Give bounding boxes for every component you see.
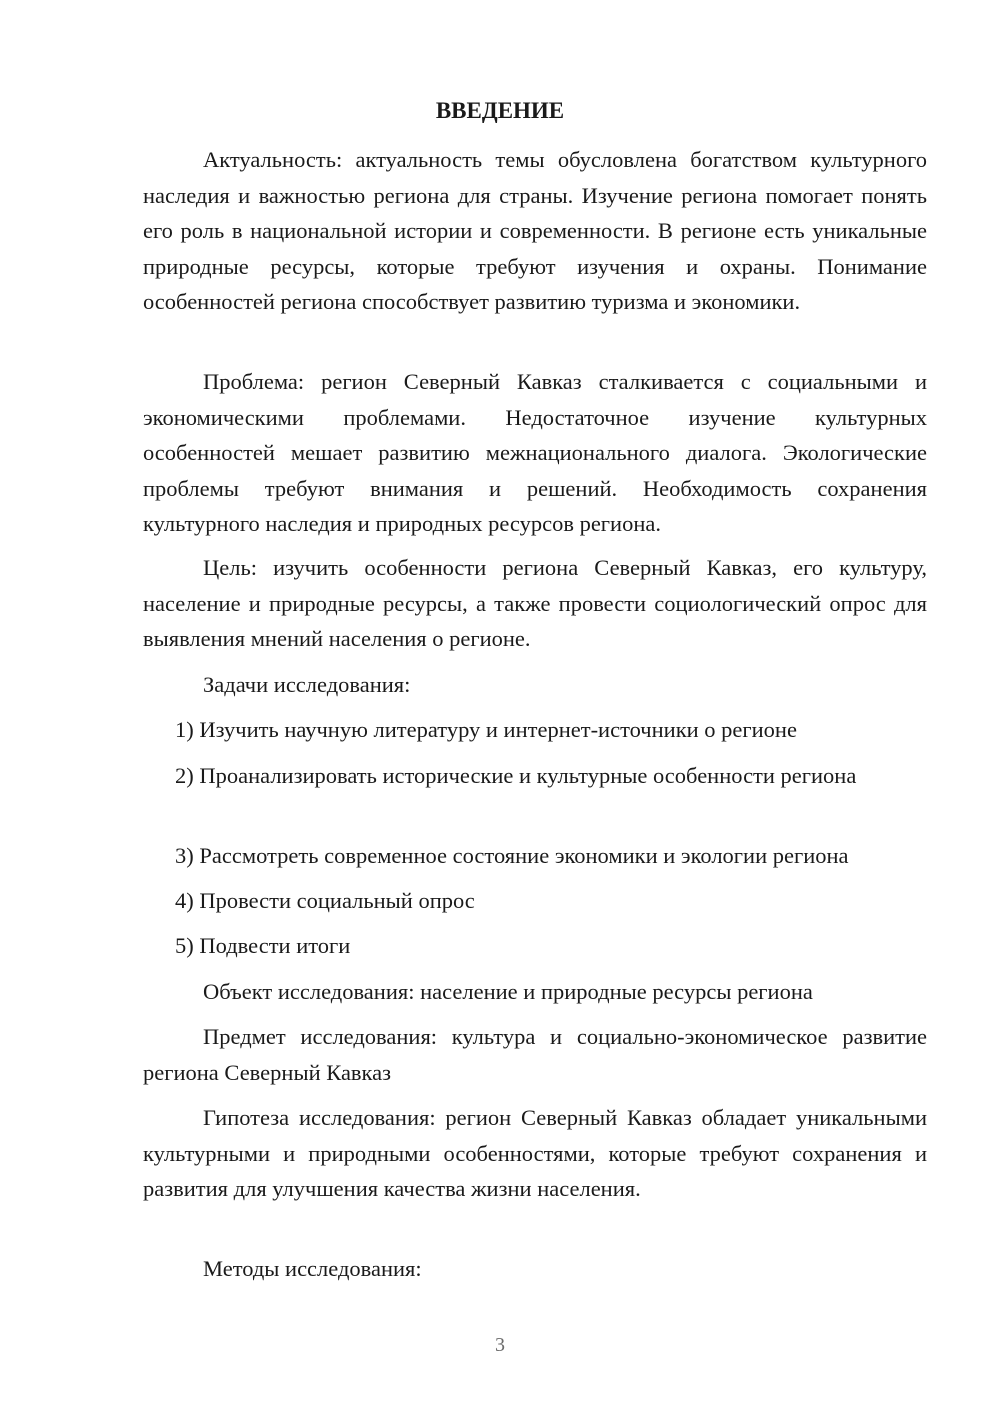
page-title: ВВЕДЕНИЕ — [435, 98, 565, 123]
hypothesis-paragraph: Гипотеза исследования: регион Северный Кавказ обладает уникальными культурными и природными особенностями, которые требуют сохранения и развития для улучшения качества жизни населения. — [143, 1105, 927, 1201]
problem-paragraph: Проблема: регион Северный Кавказ сталкивается с социальными и экономическими проблемами. Недостаточное изучение культурных особенностей мешает развитию межнационального диалога. Экологические проблемы требуют внимания и решений. Необходимость сохранения культурного наследия и природных ресурсов региона. — [143, 369, 927, 536]
task-item: 3) Рассмотреть современное состояние экономики и экологии региона — [175, 843, 849, 868]
methods-heading: Методы исследования: — [203, 1256, 422, 1281]
subject-paragraph: Предмет исследования: культура и социально-экономическое развитие региона Северный Кавказ — [143, 1024, 927, 1085]
task-item: 2) Проанализировать исторические и культурные особенности региона — [175, 763, 857, 788]
relevance-paragraph: Актуальность: актуальность темы обусловлена богатством культурного наследия и важностью региона для страны. Изучение региона помогает понять его роль в национальной истории и современности. В регионе есть уникальные природные ресурсы, которые требуют изучения и охраны. Понимание особенностей региона способствует развитию туризма и экономики. — [143, 147, 927, 314]
tasks-heading: Задачи исследования: — [203, 672, 411, 697]
page-number: 3 — [495, 1334, 505, 1356]
task-item: 5) Подвести итоги — [175, 933, 351, 958]
goal-paragraph: Цель: изучить особенности региона Северный Кавказ, его культуру, население и природные ресурсы, а также провести социологический опрос для выявления мнений населения о регионе. — [143, 555, 927, 651]
task-item: 4) Провести социальный опрос — [175, 888, 475, 913]
object-paragraph: Объект исследования: население и природные ресурсы региона — [203, 979, 813, 1004]
task-item: 1) Изучить научную литературу и интернет-источники о регионе — [175, 717, 797, 742]
